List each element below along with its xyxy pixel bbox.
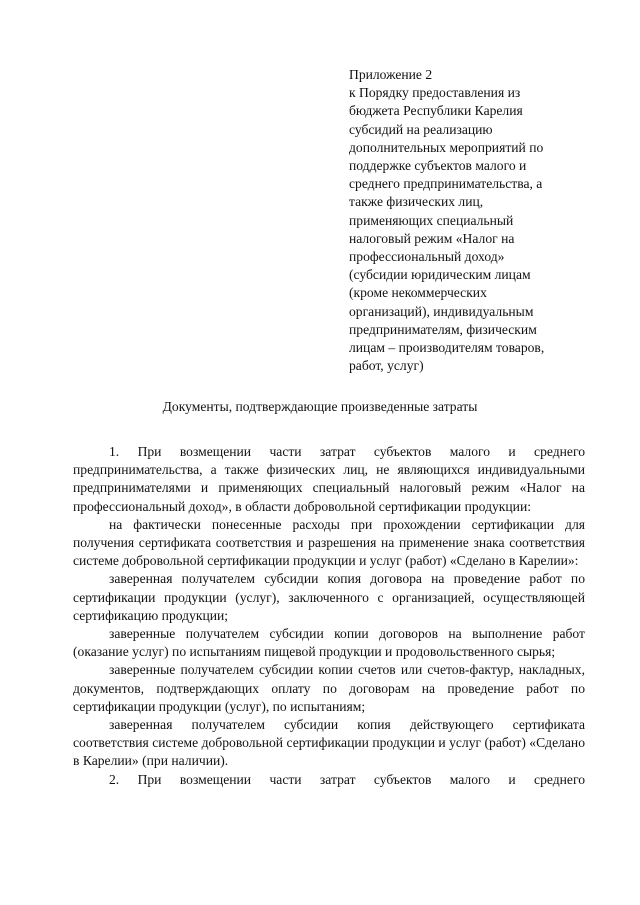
paragraph: заверенная получателем субсидии копия договора на проведение работ по сертификации продукции (услуг), заключенного с организацией, осуществляющей сертификацию продукции;: [73, 571, 585, 623]
appendix-line: дополнительных мероприятий по: [349, 139, 544, 155]
document-body: [73, 443, 585, 789]
appendix-line: к Порядку предоставления из: [349, 85, 521, 101]
appendix-line: также физических лиц,: [349, 194, 484, 210]
appendix-line: работ, услуг): [349, 358, 424, 374]
paragraph: заверенная получателем субсидии копия действующего сертификата соответствия системе добровольной сертификации продукции и услуг (работ) «Сделано в Карелии» (при наличии).: [73, 717, 585, 769]
paragraph: заверенные получателем субсидии копии договоров на выполнение работ (оказание услуг) по испытаниям пищевой продукции и продовольственного сырья;: [73, 626, 585, 660]
appendix-line: организаций), индивидуальным: [349, 303, 534, 319]
appendix-line: налоговый режим «Налог на: [349, 230, 515, 246]
appendix-line: (кроме некоммерческих: [349, 285, 487, 301]
appendix-line: бюджета Республики Карелия: [349, 103, 523, 119]
paragraph: заверенные получателем субсидии копии счетов или счетов-фактур, накладных, документов, подтверждающих оплату по договорам на проведение работ по сертификации продукции (услуг), по испытаниям;: [73, 662, 585, 714]
document-title: Документы, подтверждающие произведенные затраты: [162, 399, 478, 414]
appendix-line: субсидий на реализацию: [349, 121, 493, 137]
appendix-line: применяющих специальный: [349, 212, 514, 228]
appendix-line: (субсидии юридическим лицам: [349, 267, 531, 283]
appendix-line: профессиональный доход»: [349, 249, 505, 265]
paragraph: 1. При возмещении части затрат субъектов малого и среднего предпринимательства, а также физических лиц, не являющихся индивидуальными предпринимателями и применяющих специальный налоговый режим «Налог на профессиональный доход», в области добровольной сертификации продукции:: [73, 444, 585, 514]
appendix-line: среднего предпринимательства, а: [349, 176, 543, 192]
appendix-line: поддержке субъектов малого и: [349, 158, 527, 174]
appendix-header: [349, 66, 589, 375]
paragraph: 2. При возмещении части затрат субъектов малого и среднего: [109, 771, 585, 787]
paragraph: на фактически понесенные расходы при прохождении сертификации для получения сертификата соответствия и разрешения на применение знака соответствия системе добровольной сертификации продукции и услуг (работ) «Сделано в Карелии»:: [73, 516, 585, 569]
appendix-line: Приложение 2: [349, 67, 433, 82]
appendix-line: предпринимателям, физическим: [349, 321, 537, 337]
appendix-line: лицам – производителям товаров,: [349, 340, 545, 356]
